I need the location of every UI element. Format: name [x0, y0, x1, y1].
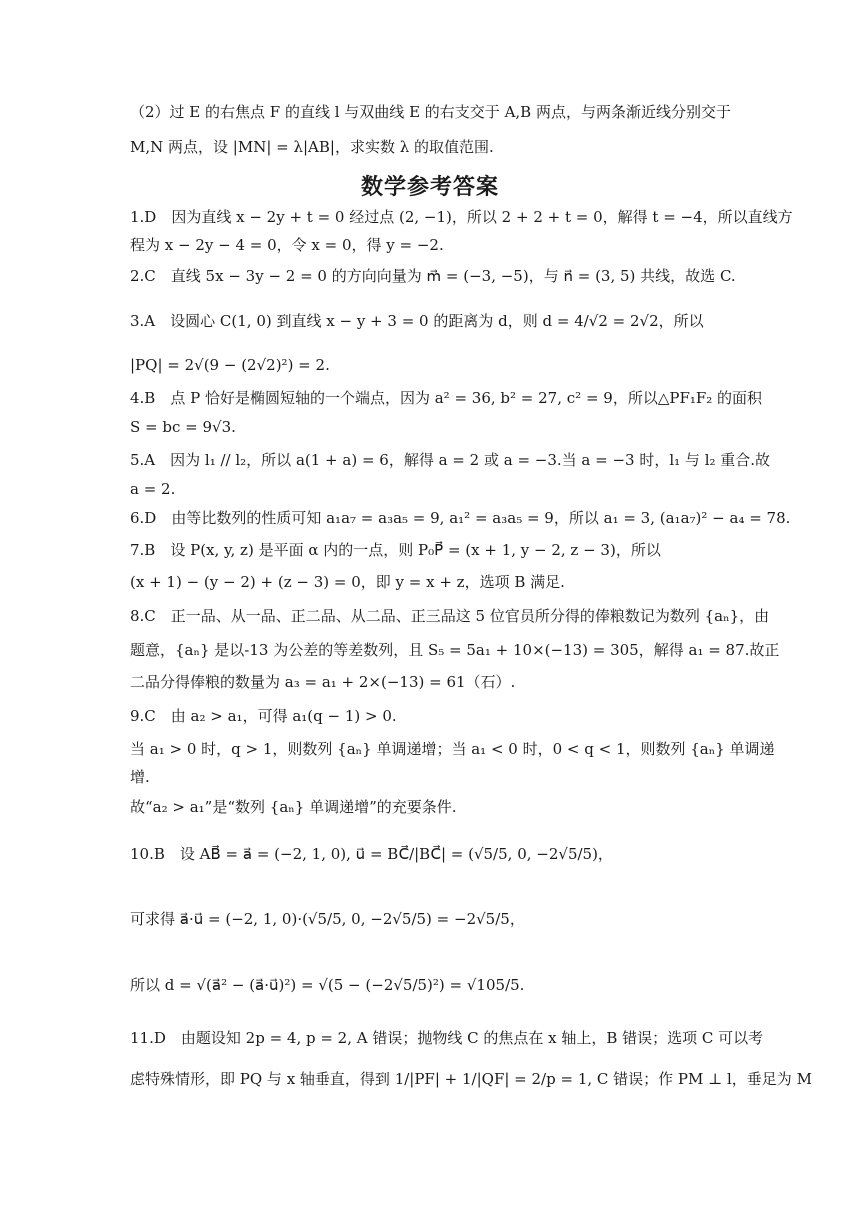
answer-line: 2.C 直线 5x − 3y − 2 = 0 的方向向量为 m⃗ = (−3, −5)，与 n⃗ = (3, 5) 共线，故选 C. [130, 267, 736, 285]
answer-line: 可求得 a⃗·u⃗ = (−2, 1, 0)·(√5/5, 0, −2√5/5) = −2√5/5， [130, 910, 525, 928]
answer-line: 9.C 由 a₂ > a₁，可得 a₁(q − 1) > 0. [130, 707, 397, 725]
answer-line: 虑特殊情形，即 PQ 与 x 轴垂直，得到 1/|PF| + 1/|QF| = 2/p = 1, C 错误；作 PM ⊥ l，垂足为 M [130, 1070, 812, 1088]
answer-line: 5.A 因为 l₁ // l₂，所以 a(1 + a) = 6，解得 a = 2 或 a = −3.当 a = −3 时，l₁ 与 l₂ 重合.故 [130, 451, 771, 469]
page-title: 数学参考答案 [360, 175, 499, 200]
answer-line: 故“a₂ > a₁”是“数列 {aₙ} 单调递增”的充要条件. [130, 798, 457, 816]
answer-line: 程为 x − 2y − 4 = 0，令 x = 0，得 y = −2. [130, 236, 444, 254]
answer-line: a = 2. [130, 480, 176, 498]
answer-line: S = bc = 9√3. [130, 418, 236, 436]
answer-line: 10.B 设 AB⃗ = a⃗ = (−2, 1, 0), u⃗ = BC⃗/|BC⃗| = (√5/5, 0, −2√5/5)， [130, 845, 613, 863]
answer-line: 增. [130, 768, 150, 786]
answer-line: 6.D 由等比数列的性质可知 a₁a₇ = a₃a₅ = 9, a₁² = a₃a₅ = 9，所以 a₁ = 3, (a₁a₇)² − a₄ = 78. [130, 509, 791, 527]
answer-line: 1.D 因为直线 x − 2y + t = 0 经过点 (2, −1)，所以 2 + 2 + t = 0，解得 t = −4，所以直线方 [130, 208, 793, 226]
answer-line: 二品分得俸粮的数量为 a₃ = a₁ + 2×(−13) = 61（石）. [130, 673, 516, 691]
answer-line: 当 a₁ > 0 时，q > 1，则数列 {aₙ} 单调递增；当 a₁ < 0 时，0 < q < 1，则数列 {aₙ} 单调递 [130, 740, 775, 758]
intro-line-2: M,N 两点，设 |MN| = λ|AB|，求实数 λ 的取值范围. [130, 138, 494, 156]
answer-line: (x + 1) − (y − 2) + (z − 3) = 0，即 y = x + z，选项 B 满足. [130, 573, 565, 591]
answer-line: 题意，{aₙ} 是以-13 为公差的等差数列，且 S₅ = 5a₁ + 10×(−13) = 305，解得 a₁ = 87.故正 [130, 641, 780, 659]
intro-line-1: （2）过 E 的右焦点 F 的直线 l 与双曲线 E 的右支交于 A,B 两点，与两条渐近线分别交于 [130, 103, 731, 121]
answer-line: 7.B 设 P(x, y, z) 是平面 α 内的一点，则 P₀P⃗ = (x + 1, y − 2, z − 3)，所以 [130, 541, 661, 559]
answer-line: 所以 d = √(a⃗² − (a⃗·u⃗)²) = √(5 − (−2√5/5)²) = √105/5. [130, 976, 525, 994]
answer-line: 4.B 点 P 恰好是椭圆短轴的一个端点，因为 a² = 36, b² = 27, c² = 9，所以△PF₁F₂ 的面积 [130, 389, 763, 407]
answer-line: 8.C 正一品、从一品、正二品、从二品、正三品这 5 位官员所分得的俸粮数记为数列 {aₙ}，由 [130, 607, 770, 625]
answer-line: 3.A 设圆心 C(1, 0) 到直线 x − y + 3 = 0 的距离为 d，则 d = 4/√2 = 2√2，所以 [130, 312, 704, 330]
answer-line: |PQ| = 2√(9 − (2√2)²) = 2. [130, 356, 330, 374]
answer-line: 11.D 由题设知 2p = 4, p = 2, A 错误；抛物线 C 的焦点在 x 轴上，B 错误；选项 C 可以考 [130, 1029, 764, 1047]
